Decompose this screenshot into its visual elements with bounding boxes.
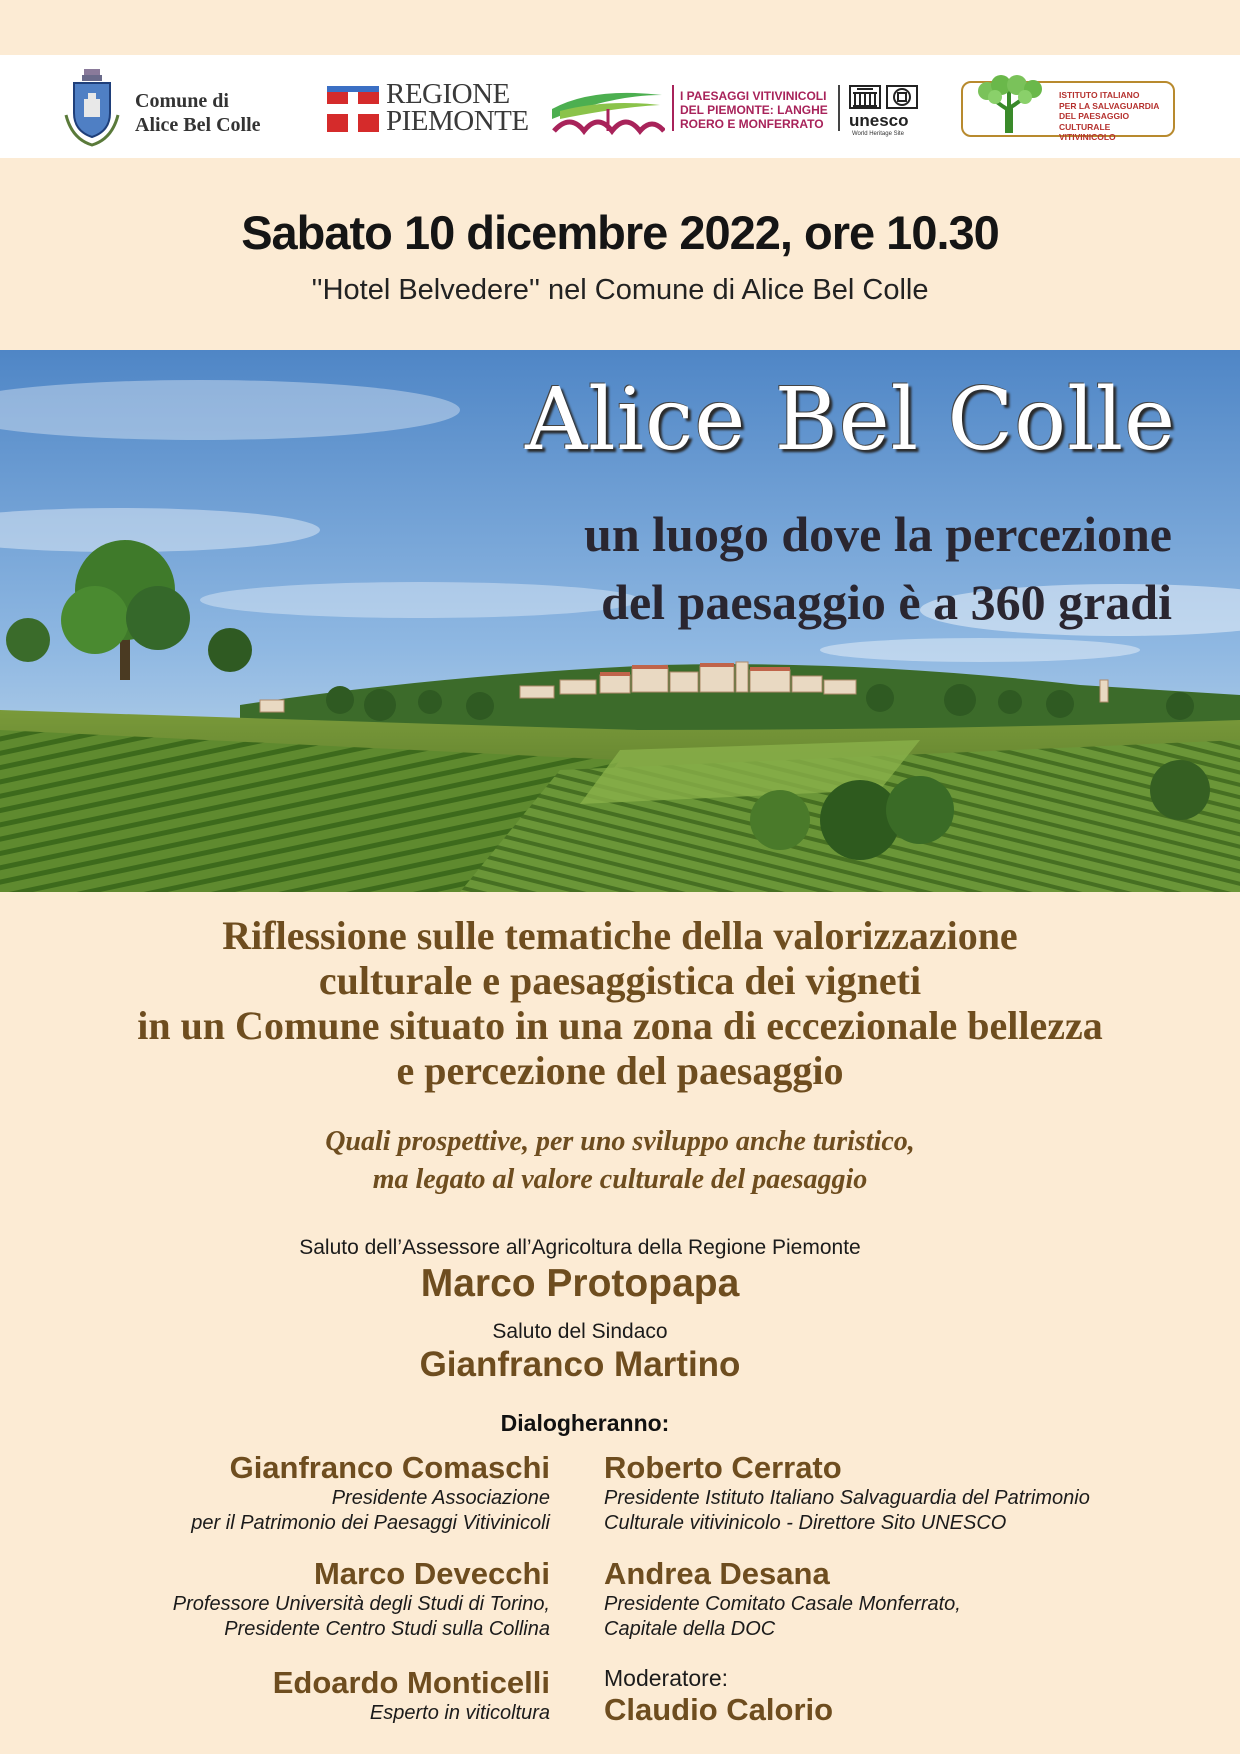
speaker-comaschi [191,1450,550,1536]
hero-subtitle-line2: del paesaggio è a 360 gradi [601,574,1172,630]
greeting-assessore-label: Saluto dell’Assessore all’Agricoltura della Regione Piemonte [299,1236,861,1259]
theme-line3: in un Comune situato in una zona di eccezionale bellezza [137,1003,1103,1048]
speaker-role-line2: Culturale vitivinicolo - Direttore Sito UNESCO [604,1512,1007,1534]
moderator-label: Moderatore: [604,1665,729,1691]
speaker-role-line1: Presidente Associazione [331,1487,550,1509]
unesco-emblem-icon [849,85,919,111]
moderator-name: Claudio Calorio [604,1692,834,1727]
speaker-name: Andrea Desana [604,1556,830,1591]
speaker-role-line1: Esperto in viticoltura [369,1702,550,1724]
speaker-role-line2: Capitale della DOC [604,1618,776,1640]
hero-landscape [0,350,1240,892]
event-venue: ''Hotel Belvedere'' nel Comune di Alice Bel Colle [311,274,929,306]
istituto-logo-text [1059,90,1173,143]
question-line1: Quali prospettive, per uno sviluppo anche turistico, [325,1126,915,1157]
vine-tree-icon [971,75,1049,135]
hero-subtitle [0,500,1172,636]
speaker-cerrato [604,1450,1090,1536]
greeting-sindaco-name: Gianfranco Martino [419,1345,741,1384]
logo-bar [0,55,1240,158]
comune-coat-of-arms-icon [62,63,122,149]
speaker-role-line2: Presidente Centro Studi sulla Collina [224,1618,550,1640]
moderator [604,1665,833,1728]
speaker-role-line2: per il Patrimonio dei Paesaggi Vitivinicoli [191,1512,550,1534]
speaker-name: Roberto Cerrato [604,1450,842,1485]
theme-text [0,913,1240,1093]
paesaggi-vitivinicoli-logo-icon [550,81,665,141]
speaker-name: Gianfranco Comaschi [229,1450,550,1485]
paesaggi-line1: I PAESAGGI VITIVINICOLI [680,89,827,103]
comune-line2: Alice Bel Colle [135,114,261,136]
theme-line4: e percezione del paesaggio [396,1048,844,1093]
regione-piemonte-flag-icon [327,86,379,132]
dialog-label: Dialogheranno: [500,1410,670,1436]
istituto-line4: VITIVINICOLO [1059,132,1116,142]
speaker-devecchi [173,1556,550,1642]
regione-line2: PIEMONTE [386,105,529,137]
theme-line2: culturale e paesaggistica dei vigneti [318,958,922,1003]
speaker-role-line1: Professore Università degli Studi di Torino, [172,1593,550,1615]
comune-line1: Comune di [135,90,229,112]
paesaggi-logo-text [680,89,828,131]
speaker-role-line1: Presidente Istituto Italiano Salvaguardia del Patrimonio [604,1487,1090,1509]
hero-title: Alice Bel Colle [525,370,1176,470]
unesco-wordmark: unesco [849,111,909,130]
theme-line1: Riflessione sulle tematiche della valorizzazione [222,913,1018,958]
regione-logo-text [386,78,529,137]
paesaggi-divider [672,85,674,131]
istituto-line3: DEL PAESAGGIO CULTURALE [1059,111,1130,132]
speaker-name: Edoardo Monticelli [272,1665,550,1700]
speaker-name: Marco Devecchi [313,1556,550,1591]
speaker-desana [604,1556,961,1642]
speaker-monticelli [273,1665,550,1726]
hero-subtitle-line1: un luogo dove la percezione [584,506,1172,562]
speaker-role-line1: Presidente Comitato Casale Monferrato, [604,1593,961,1615]
unesco-divider [838,85,840,131]
regione-line1: REGIONE [386,78,510,110]
unesco-subtitle: World Heritage Site [852,131,904,137]
event-date: Sabato 10 dicembre 2022, ore 10.30 [241,206,999,259]
istituto-line1: ISTITUTO ITALIANO [1059,90,1140,100]
comune-logo-text [135,89,261,137]
paesaggi-line3: ROERO E MONFERRATO [680,117,824,131]
question-line2: ma legato al valore culturale del paesaggio [372,1164,868,1195]
istituto-logo [961,81,1175,142]
question-text [0,1123,1240,1199]
greeting-sindaco-label: Saluto del Sindaco [492,1320,668,1343]
paesaggi-line2: DEL PIEMONTE: LANGHE [680,103,828,117]
greeting-assessore-name: Marco Protopapa [420,1262,740,1305]
istituto-line2: PER LA SALVAGUARDIA [1059,100,1160,111]
